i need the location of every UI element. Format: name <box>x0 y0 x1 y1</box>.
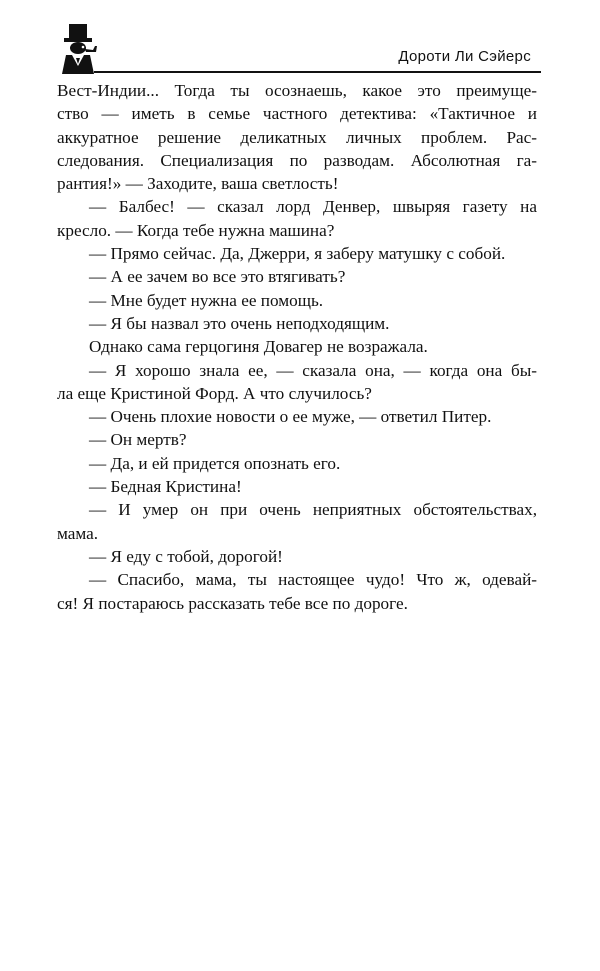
text-line: мама. <box>57 523 99 543</box>
text-line: — Я хорошо знала ее, — сказала она, — когда она бы- <box>89 360 537 380</box>
text-line: следования. Специализация по разводам. Абсолютная га- <box>57 150 537 170</box>
text-line: ла еще Кристиной Форд. А что случилось? <box>57 383 372 403</box>
text-line: ся! Я постараюсь рассказать тебе все по дороге. <box>57 593 408 613</box>
text-line: — Да, и ей придется опознать его. <box>89 453 341 473</box>
body-text <box>57 79 537 615</box>
header-rule <box>94 71 541 73</box>
text-line: рантия!» — Заходите, ваша светлость! <box>57 174 339 194</box>
running-head: Дороти Ли Сэйерс <box>398 48 531 65</box>
text-line: Однако сама герцогиня Довагер не возражала. <box>89 337 428 357</box>
text-line: — Очень плохие новости о ее муже, — ответил Питер. <box>89 407 492 427</box>
text-line: — Я еду с тобой, дорогой! <box>89 546 283 566</box>
text-line: — Я бы назвал это очень неподходящим. <box>89 313 390 333</box>
text-line: — А ее зачем во все это втягивать? <box>89 267 346 287</box>
text-line: — Прямо сейчас. Да, Джерри, я заберу матушку с собой. <box>89 244 506 264</box>
text-line: Вест-Индии... Тогда ты осознаешь, какое это преимуще- <box>57 81 537 100</box>
text-line: кресло. — Когда тебе нужна машина? <box>57 220 335 240</box>
text-line: — Он мертв? <box>89 430 187 450</box>
top-hat-detective-icon <box>56 22 106 76</box>
text-line: аккуратное решение деликатных личных проблем. Рас- <box>57 127 537 147</box>
text-line: — И умер он при очень неприятных обстоятельствах, <box>89 500 537 520</box>
text-line: — Мне будет нужна ее помощь. <box>89 290 324 310</box>
text-line: — Спасибо, мама, ты настоящее чудо! Что ж, одевай- <box>89 570 537 590</box>
text-line: ство — иметь в семье частного детектива: «Тактичное и <box>57 104 537 124</box>
text-line: — Бедная Кристина! <box>89 477 242 497</box>
text-line: — Балбес! — сказал лорд Денвер, швыряя газету на <box>89 197 537 217</box>
page-header <box>56 22 541 78</box>
